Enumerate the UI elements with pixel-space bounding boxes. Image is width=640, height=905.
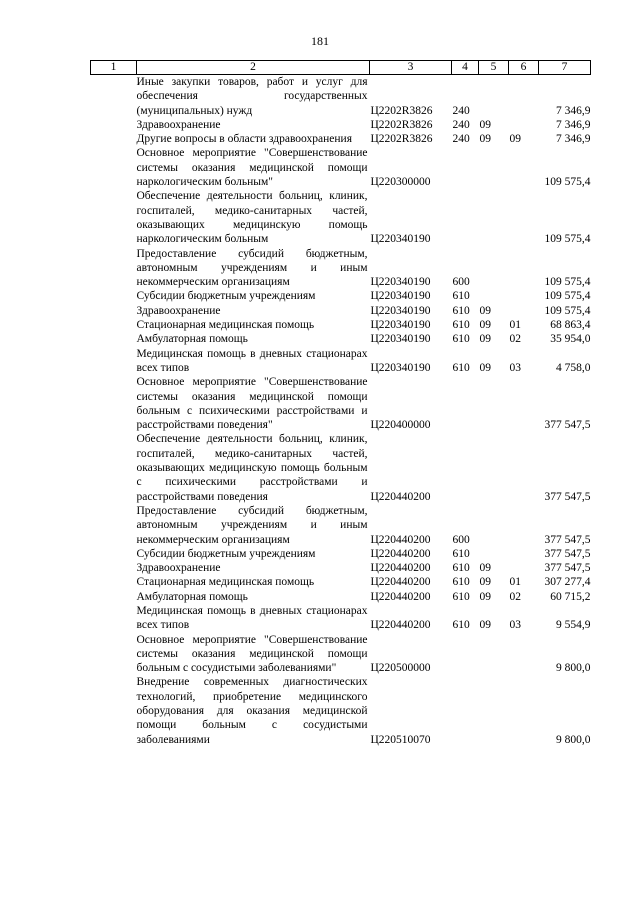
row-number-cell — [91, 332, 137, 346]
expense-type-code: 610 — [452, 576, 470, 589]
section-code — [479, 547, 509, 561]
row-description: Иные закупки товаров, работ и услуг для обеспечения государственных (муниципальных) нужд — [136, 76, 368, 117]
amount-value: 377 547,5 — [544, 547, 591, 560]
expense-type-code — [452, 675, 479, 746]
section-code — [479, 75, 509, 118]
subsection-code: 03 — [509, 619, 521, 632]
table-row — [91, 318, 591, 332]
subsection-code: 01 — [509, 319, 521, 332]
table-row — [91, 575, 591, 589]
expense-type-code: 600 — [452, 533, 470, 546]
table-row — [91, 347, 591, 376]
target-article-code: Ц220440200 — [370, 533, 431, 546]
amount-value: 7 346,9 — [556, 133, 591, 146]
target-article-code: Ц220440200 — [370, 547, 431, 560]
amount-value: 377 547,5 — [544, 562, 591, 575]
amount-value: 109 575,4 — [544, 304, 591, 317]
amount-value: 9 554,9 — [556, 619, 591, 632]
row-number-cell — [91, 504, 137, 547]
expense-type-code — [452, 633, 479, 676]
row-description: Субсидии бюджетным учреждениям — [136, 547, 316, 560]
row-number-cell — [91, 132, 137, 146]
expense-type-code: 240 — [452, 118, 470, 131]
section-code — [479, 375, 509, 432]
table-row — [91, 75, 591, 118]
row-description: Другие вопросы в области здравоохранения — [136, 133, 352, 146]
subsection-code — [509, 633, 539, 676]
section-code — [479, 633, 509, 676]
row-description: Основное мероприятие "Совершенствование системы оказания медицинской помощи больным с сосудистыми заболеваниями" — [136, 633, 368, 675]
row-description: Здравоохранение — [136, 562, 221, 575]
table-row — [91, 633, 591, 676]
target-article-code: Ц220340190 — [370, 276, 431, 289]
target-article-code: Ц220340190 — [370, 233, 431, 246]
target-article-code: Ц220440200 — [370, 576, 431, 589]
table-row — [91, 118, 591, 132]
expense-type-code — [452, 432, 479, 503]
row-number-cell — [91, 347, 137, 376]
section-code: 09 — [479, 333, 491, 346]
amount-value: 377 547,5 — [544, 490, 591, 503]
row-number-cell — [91, 547, 137, 561]
section-code: 09 — [479, 133, 491, 146]
subsection-code — [509, 504, 539, 547]
subsection-code: 09 — [509, 133, 521, 146]
table-row — [91, 247, 591, 290]
subsection-code — [509, 75, 539, 118]
target-article-code: Ц220440200 — [370, 490, 431, 503]
target-article-code: Ц220500000 — [370, 662, 431, 675]
table-row — [91, 590, 591, 604]
row-description: Субсидии бюджетным учреждениям — [136, 290, 316, 303]
subsection-code — [509, 118, 539, 132]
subsection-code — [509, 304, 539, 318]
table-row — [91, 132, 591, 146]
row-number-cell — [91, 675, 137, 746]
section-code: 09 — [479, 562, 491, 575]
target-article-code: Ц220400000 — [370, 419, 431, 432]
target-article-code: Ц220510070 — [370, 733, 431, 746]
row-number-cell — [91, 633, 137, 676]
table-row — [91, 547, 591, 561]
target-article-code: Ц220440200 — [370, 590, 431, 603]
row-number-cell — [91, 247, 137, 290]
row-description: Медицинская помощь в дневных стационарах всех типов — [136, 347, 368, 374]
amount-value: 377 547,5 — [544, 533, 591, 546]
expense-type-code: 610 — [452, 304, 470, 317]
row-description: Амбулаторная помощь — [136, 333, 248, 346]
target-article-code: Ц220340190 — [370, 319, 431, 332]
expense-type-code: 610 — [452, 290, 470, 303]
section-code: 09 — [479, 361, 491, 374]
expense-type-code: 610 — [452, 361, 470, 374]
table-row — [91, 146, 591, 189]
section-code — [479, 189, 509, 246]
target-article-code: Ц2202R3826 — [370, 104, 433, 117]
subsection-code — [509, 146, 539, 189]
amount-value: 109 575,4 — [544, 176, 591, 189]
budget-table — [90, 60, 591, 747]
row-number-cell — [91, 189, 137, 246]
column-header: 4 — [452, 61, 479, 75]
subsection-code — [509, 289, 539, 303]
section-code — [479, 432, 509, 503]
amount-value: 377 547,5 — [544, 419, 591, 432]
amount-value: 60 715,2 — [550, 590, 591, 603]
expense-type-code: 610 — [452, 590, 470, 603]
table-row — [91, 375, 591, 432]
row-description: Основное мероприятие "Совершенствование системы оказания медицинской помощи наркологическим больным" — [136, 147, 368, 189]
expense-type-code: 610 — [452, 333, 470, 346]
page-number: 181 — [311, 34, 329, 48]
row-number-cell — [91, 75, 137, 118]
section-code: 09 — [479, 619, 491, 632]
subsection-code — [509, 432, 539, 503]
column-header-row — [91, 61, 591, 75]
subsection-code — [509, 375, 539, 432]
row-number-cell — [91, 432, 137, 503]
section-code: 09 — [479, 319, 491, 332]
row-number-cell — [91, 575, 137, 589]
row-description: Обеспечение деятельности больниц, клиник, госпиталей, медико-санитарных частей, оказывающих медицинскую помощь больным с психическими расстройствами и расстройствами поведения — [136, 433, 368, 503]
amount-value: 109 575,4 — [544, 233, 591, 246]
subsection-code: 02 — [509, 333, 521, 346]
expense-type-code — [452, 189, 479, 246]
expense-type-code: 610 — [452, 319, 470, 332]
row-description: Здравоохранение — [136, 118, 221, 131]
subsection-code: 03 — [509, 361, 521, 374]
table-row — [91, 675, 591, 746]
expense-type-code: 240 — [452, 133, 470, 146]
section-code: 09 — [479, 576, 491, 589]
amount-value: 109 575,4 — [544, 290, 591, 303]
row-description: Амбулаторная помощь — [136, 590, 248, 603]
table-row — [91, 304, 591, 318]
row-description: Стационарная медицинская помощь — [136, 576, 315, 589]
section-code: 09 — [479, 304, 491, 317]
table-row — [91, 289, 591, 303]
expense-type-code: 610 — [452, 619, 470, 632]
target-article-code: Ц220340190 — [370, 333, 431, 346]
row-number-cell — [91, 318, 137, 332]
row-description: Обеспечение деятельности больниц, клиник, госпиталей, медико-санитарных частей, оказывающих медицинскую помощь наркологическим больным — [136, 190, 368, 246]
target-article-code: Ц220440200 — [370, 562, 431, 575]
row-number-cell — [91, 289, 137, 303]
expense-type-code: 600 — [452, 276, 470, 289]
column-header: 5 — [479, 61, 509, 75]
section-code — [479, 247, 509, 290]
subsection-code: 02 — [509, 590, 521, 603]
row-number-cell — [91, 146, 137, 189]
row-number-cell — [91, 304, 137, 318]
expense-type-code: 610 — [452, 547, 470, 560]
column-header: 6 — [509, 61, 539, 75]
column-header: 7 — [539, 61, 591, 75]
table-row — [91, 561, 591, 575]
expense-type-code: 240 — [452, 104, 470, 117]
row-description: Стационарная медицинская помощь — [136, 319, 315, 332]
section-code — [479, 675, 509, 746]
expense-type-code — [452, 146, 479, 189]
column-header: 2 — [137, 61, 370, 75]
table-row — [91, 332, 591, 346]
row-description: Здравоохранение — [136, 304, 221, 317]
target-article-code: Ц220300000 — [370, 176, 431, 189]
target-article-code: Ц220340190 — [370, 361, 431, 374]
subsection-code: 01 — [509, 576, 521, 589]
column-header: 1 — [91, 61, 137, 75]
amount-value: 307 277,4 — [544, 576, 591, 589]
row-number-cell — [91, 561, 137, 575]
row-description: Внедрение современных диагностических технологий, приобретение медицинского оборудования для оказания медицинской помощи больным с сосудистыми заболеваниями — [136, 676, 368, 746]
column-header: 3 — [370, 61, 452, 75]
table-row — [91, 604, 591, 633]
row-number-cell — [91, 590, 137, 604]
amount-value: 7 346,9 — [556, 104, 591, 117]
target-article-code: Ц2202R3826 — [370, 133, 433, 146]
table-row — [91, 189, 591, 246]
row-number-cell — [91, 118, 137, 132]
target-article-code: Ц220440200 — [370, 619, 431, 632]
target-article-code: Ц220340190 — [370, 304, 431, 317]
section-code — [479, 504, 509, 547]
subsection-code — [509, 561, 539, 575]
amount-value: 109 575,4 — [544, 276, 591, 289]
row-number-cell — [91, 604, 137, 633]
target-article-code: Ц220340190 — [370, 290, 431, 303]
target-article-code: Ц2202R3826 — [370, 118, 433, 131]
amount-value: 7 346,9 — [556, 118, 591, 131]
row-description: Основное мероприятие "Совершенствование системы оказания медицинской помощи больным с психическими расстройствами и расстройствами поведения" — [136, 376, 368, 432]
section-code — [479, 146, 509, 189]
row-description: Предоставление субсидий бюджетным, автономным учреждениям и иным некоммерческим организациям — [136, 504, 368, 546]
row-description: Медицинская помощь в дневных стационарах всех типов — [136, 604, 368, 632]
subsection-code — [509, 547, 539, 561]
subsection-code — [509, 675, 539, 746]
row-description: Предоставление субсидий бюджетным, автономным учреждениям и иным некоммерческим организациям — [136, 247, 368, 289]
table-row — [91, 504, 591, 547]
section-code: 09 — [479, 118, 491, 131]
amount-value: 68 863,4 — [550, 319, 591, 332]
subsection-code — [509, 247, 539, 290]
subsection-code — [509, 189, 539, 246]
amount-value: 9 800,0 — [556, 662, 591, 675]
section-code: 09 — [479, 590, 491, 603]
expense-type-code — [452, 375, 479, 432]
expense-type-code: 610 — [452, 562, 470, 575]
amount-value: 4 758,0 — [556, 361, 591, 374]
row-number-cell — [91, 375, 137, 432]
section-code — [479, 289, 509, 303]
amount-value: 35 954,0 — [550, 333, 591, 346]
table-row — [91, 432, 591, 503]
amount-value: 9 800,0 — [556, 733, 591, 746]
